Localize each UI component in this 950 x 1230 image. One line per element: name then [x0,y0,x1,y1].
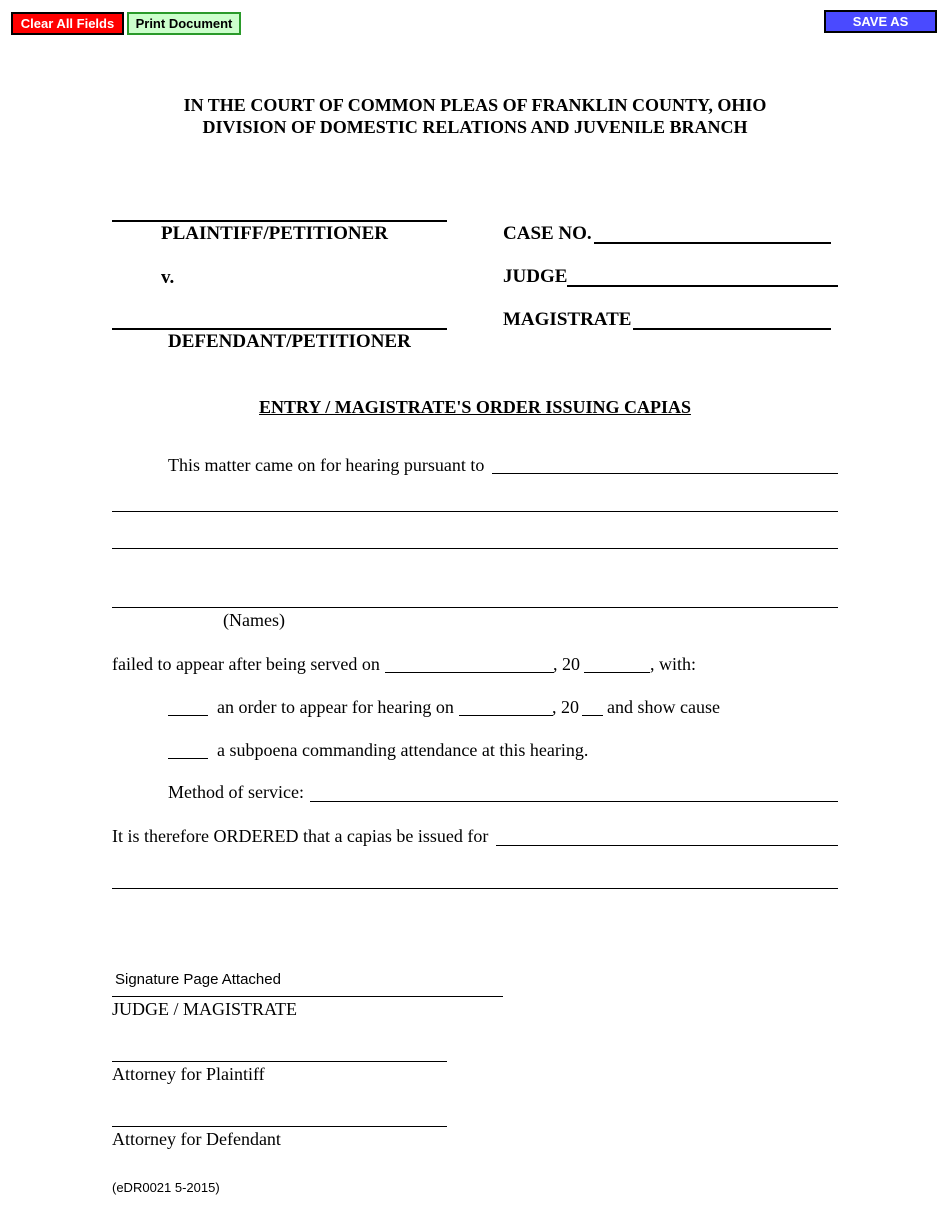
magistrate-underline [633,328,831,330]
clear-all-fields-button[interactable]: Clear All Fields [11,12,124,35]
hearing-line2-input[interactable] [112,490,837,510]
order-checkbox-line [168,715,208,716]
subpoena-text: a subpoena commanding attendance at this hearing. [217,740,589,760]
names-label: (Names) [223,610,285,630]
failed-appear-text: failed to appear after being served on [112,654,380,674]
attorney-plaintiff-label: Attorney for Plaintiff [112,1064,265,1084]
method-service-input[interactable] [310,780,837,800]
judge-label: JUDGE [503,266,568,287]
served-year-underline [584,672,650,673]
plaintiff-name-input[interactable] [112,198,446,218]
case-no-label: CASE NO. [503,223,592,244]
attorney-defendant-line [112,1126,447,1127]
names-line [112,607,838,608]
plaintiff-label: PLAINTIFF/PETITIONER [161,223,388,244]
hearing-date-underline [459,715,553,716]
served-year-prefix: , 20 [553,654,580,674]
hearing-date-input[interactable] [459,694,552,714]
hearing-year-underline [582,715,603,716]
hearing-line3-input[interactable] [112,527,837,547]
form-id: (eDR0021 5-2015) [112,1180,220,1195]
capias-line2 [112,888,838,889]
capias-for-input[interactable] [496,824,837,844]
attorney-defendant-label: Attorney for Defendant [112,1129,281,1149]
names-input[interactable] [112,586,837,606]
hearing-text: This matter came on for hearing pursuant to [168,455,485,475]
plaintiff-underline [112,220,447,222]
defendant-name-input[interactable] [112,306,446,326]
hearing-year-prefix: , 20 [552,697,579,717]
attorney-plaintiff-input[interactable] [112,1039,446,1059]
attorney-defendant-input[interactable] [112,1104,446,1124]
court-header-line1: IN THE COURT OF COMMON PLEAS OF FRANKLIN COUNTY, OHIO [183,95,767,115]
order-checkbox-input[interactable] [168,694,208,714]
attorney-plaintiff-line [112,1061,447,1062]
hearing-line3 [112,548,838,549]
capias-for-underline [496,845,838,846]
case-no-underline [594,242,831,244]
judge-underline [567,285,838,287]
magistrate-input[interactable] [633,306,830,326]
document-title: ENTRY / MAGISTRATE'S ORDER ISSUING CAPIAS [259,397,691,417]
hearing-pursuant-input[interactable] [492,452,837,472]
print-document-button[interactable]: Print Document [127,12,241,35]
magistrate-label: MAGISTRATE [503,309,632,330]
served-date-input[interactable] [385,651,553,671]
show-cause-text: and show cause [607,697,720,717]
ordered-text: It is therefore ORDERED that a capias be issued for [112,826,489,846]
case-no-input[interactable] [594,220,830,240]
method-service-label: Method of service: [168,782,304,802]
method-service-underline [310,801,838,802]
hearing-underline [492,473,838,474]
judge-magistrate-label: JUDGE / MAGISTRATE [112,999,298,1019]
defendant-label: DEFENDANT/PETITIONER [168,331,411,352]
subpoena-checkbox-line [168,758,208,759]
order-appear-text: an order to appear for hearing on [217,697,454,717]
court-header-line2: DIVISION OF DOMESTIC RELATIONS AND JUVENILE BRANCH [202,117,748,137]
versus-label: v. [161,267,175,288]
hearing-year-input[interactable] [582,694,603,714]
subpoena-checkbox-input[interactable] [168,737,208,757]
served-date-underline [385,672,554,673]
served-year-input[interactable] [584,651,650,671]
save-as-button[interactable]: SAVE AS [824,10,937,33]
served-suffix: , with: [650,654,697,674]
defendant-underline [112,328,447,330]
signature-attached-text[interactable]: Signature Page Attached [115,971,281,988]
judge-input[interactable] [567,263,837,283]
judge-signature-line [112,996,503,997]
capias-line2-input[interactable] [112,867,837,887]
hearing-line2 [112,511,838,512]
